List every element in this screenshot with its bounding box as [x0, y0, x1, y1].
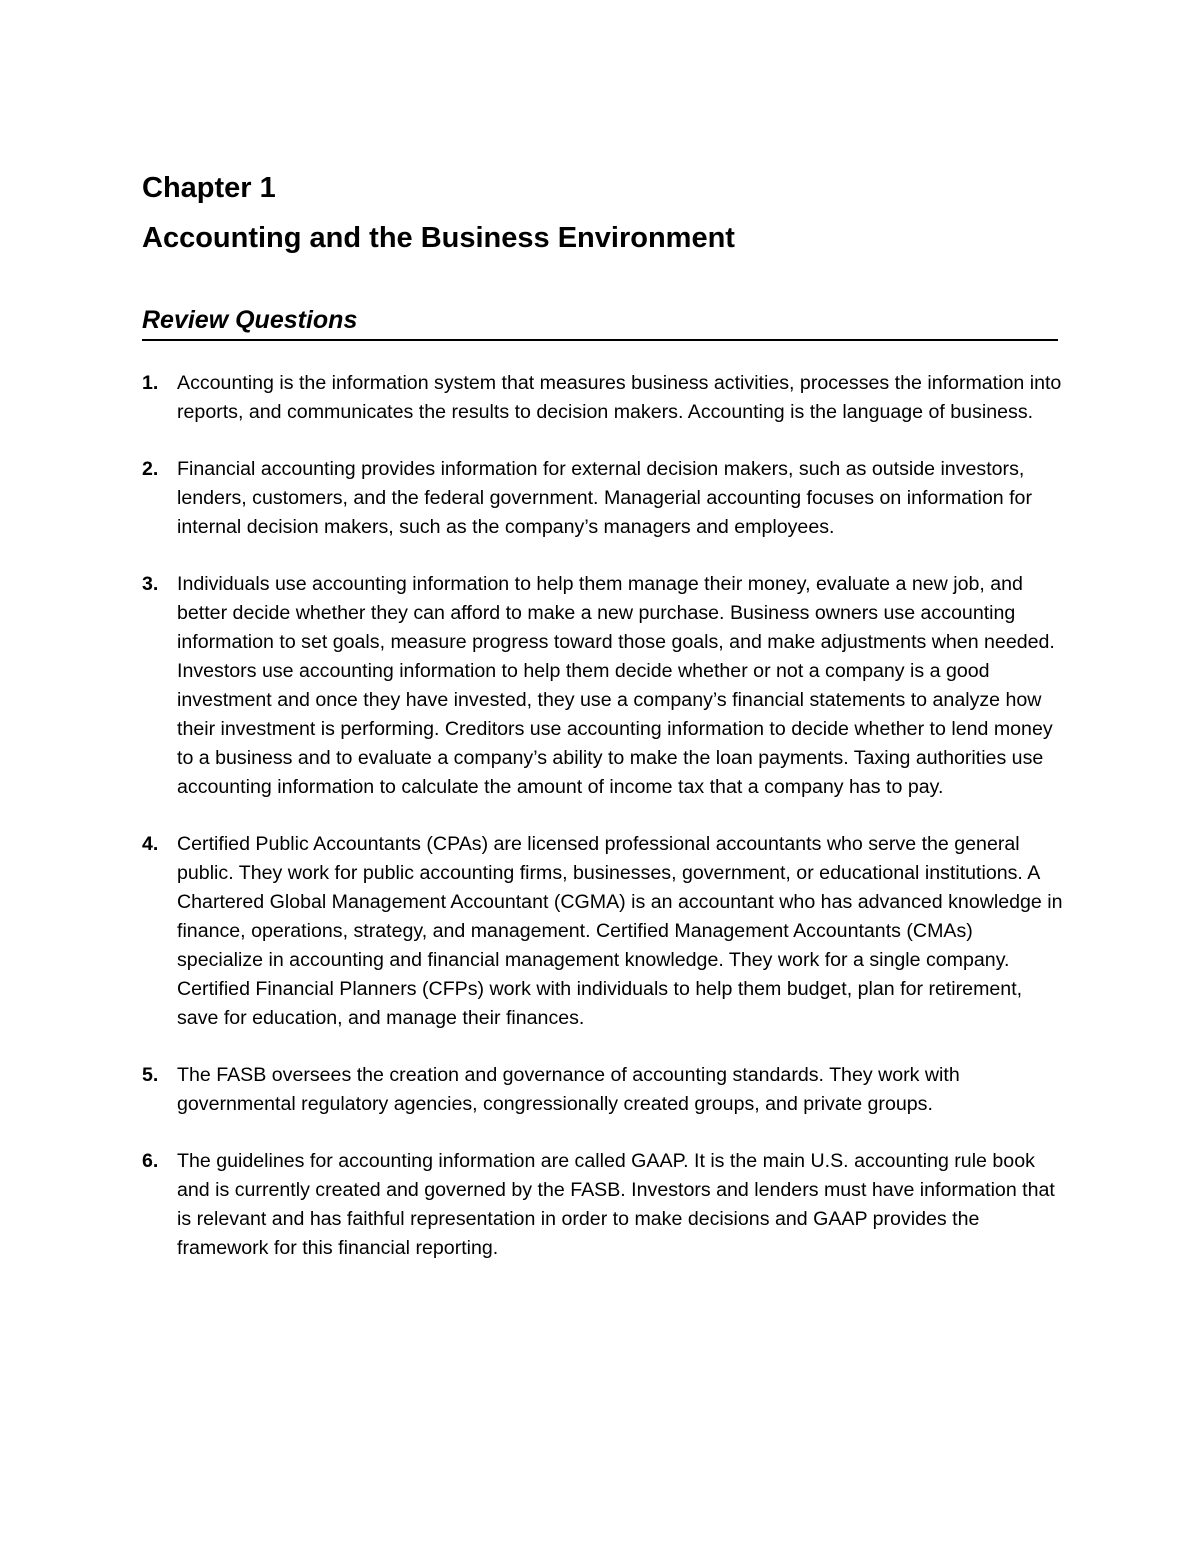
review-question [142, 1061, 1064, 1119]
question-text: The guidelines for accounting information are called GAAP. It is the main U.S. accounting rule book and is currently created and governed by the FASB. Investors and lenders must have information that is relevant and has faithful representation in order to make decisions and GAAP provides the framework for this financial reporting. [177, 1150, 1055, 1259]
question-text: Individuals use accounting information to help them manage their money, evaluate a new job, and better decide whether they can afford to make a new purchase. Business owners use accounting information to set goals, measure progress toward those goals, and make adjustments when needed. Investors use accounting information to help them decide whether or not a company is a good investment and once they have invested, they use a company’s financial statements to analyze how their investment is performing. Creditors use accounting information to decide whether to lend money to a business and to evaluate a company’s ability to make the loan payments. Taxing authorities use accounting information to calculate the amount of income tax that a company has to pay. [177, 573, 1055, 798]
section-divider [142, 339, 1058, 341]
review-question [142, 369, 1064, 427]
question-text: The FASB oversees the creation and governance of accounting standards. They work with governmental regulatory agencies, congressionally created groups, and private groups. [177, 1064, 960, 1115]
review-question [142, 455, 1064, 542]
question-text: Accounting is the information system that measures business activities, processes the information into reports, and communicates the results to decision makers. Accounting is the language of business. [177, 372, 1062, 423]
review-question [142, 1147, 1064, 1263]
chapter-title: Accounting and the Business Environment [142, 222, 735, 254]
question-number: 3. [142, 573, 159, 595]
question-number: 6. [142, 1150, 159, 1172]
question-text: Financial accounting provides information for external decision makers, such as outside investors, lenders, customers, and the federal government. Managerial accounting focuses on information for internal decision makers, such as the company’s managers and employees. [177, 458, 1032, 538]
question-number: 1. [142, 372, 159, 394]
question-number: 4. [142, 833, 159, 855]
section-heading: Review Questions [142, 306, 358, 334]
question-text: Certified Public Accountants (CPAs) are licensed professional accountants who serve the general public. They work for public accounting firms, businesses, government, or educational institutions. A Chartered Global Management Accountant (CGMA) is an accountant who has advanced knowledge in finance, operations, strategy, and management. Certified Management Accountants (CMAs) specialize in accounting and financial management knowledge. They work for a single company. Certified Financial Planners (CFPs) work with individuals to help them budget, plan for retirement, save for education, and manage their finances. [177, 833, 1063, 1029]
review-question [142, 570, 1064, 802]
review-question [142, 830, 1064, 1033]
question-number: 2. [142, 458, 159, 480]
chapter-number: Chapter 1 [142, 172, 276, 204]
review-questions-list [142, 369, 1064, 1291]
question-number: 5. [142, 1064, 159, 1086]
